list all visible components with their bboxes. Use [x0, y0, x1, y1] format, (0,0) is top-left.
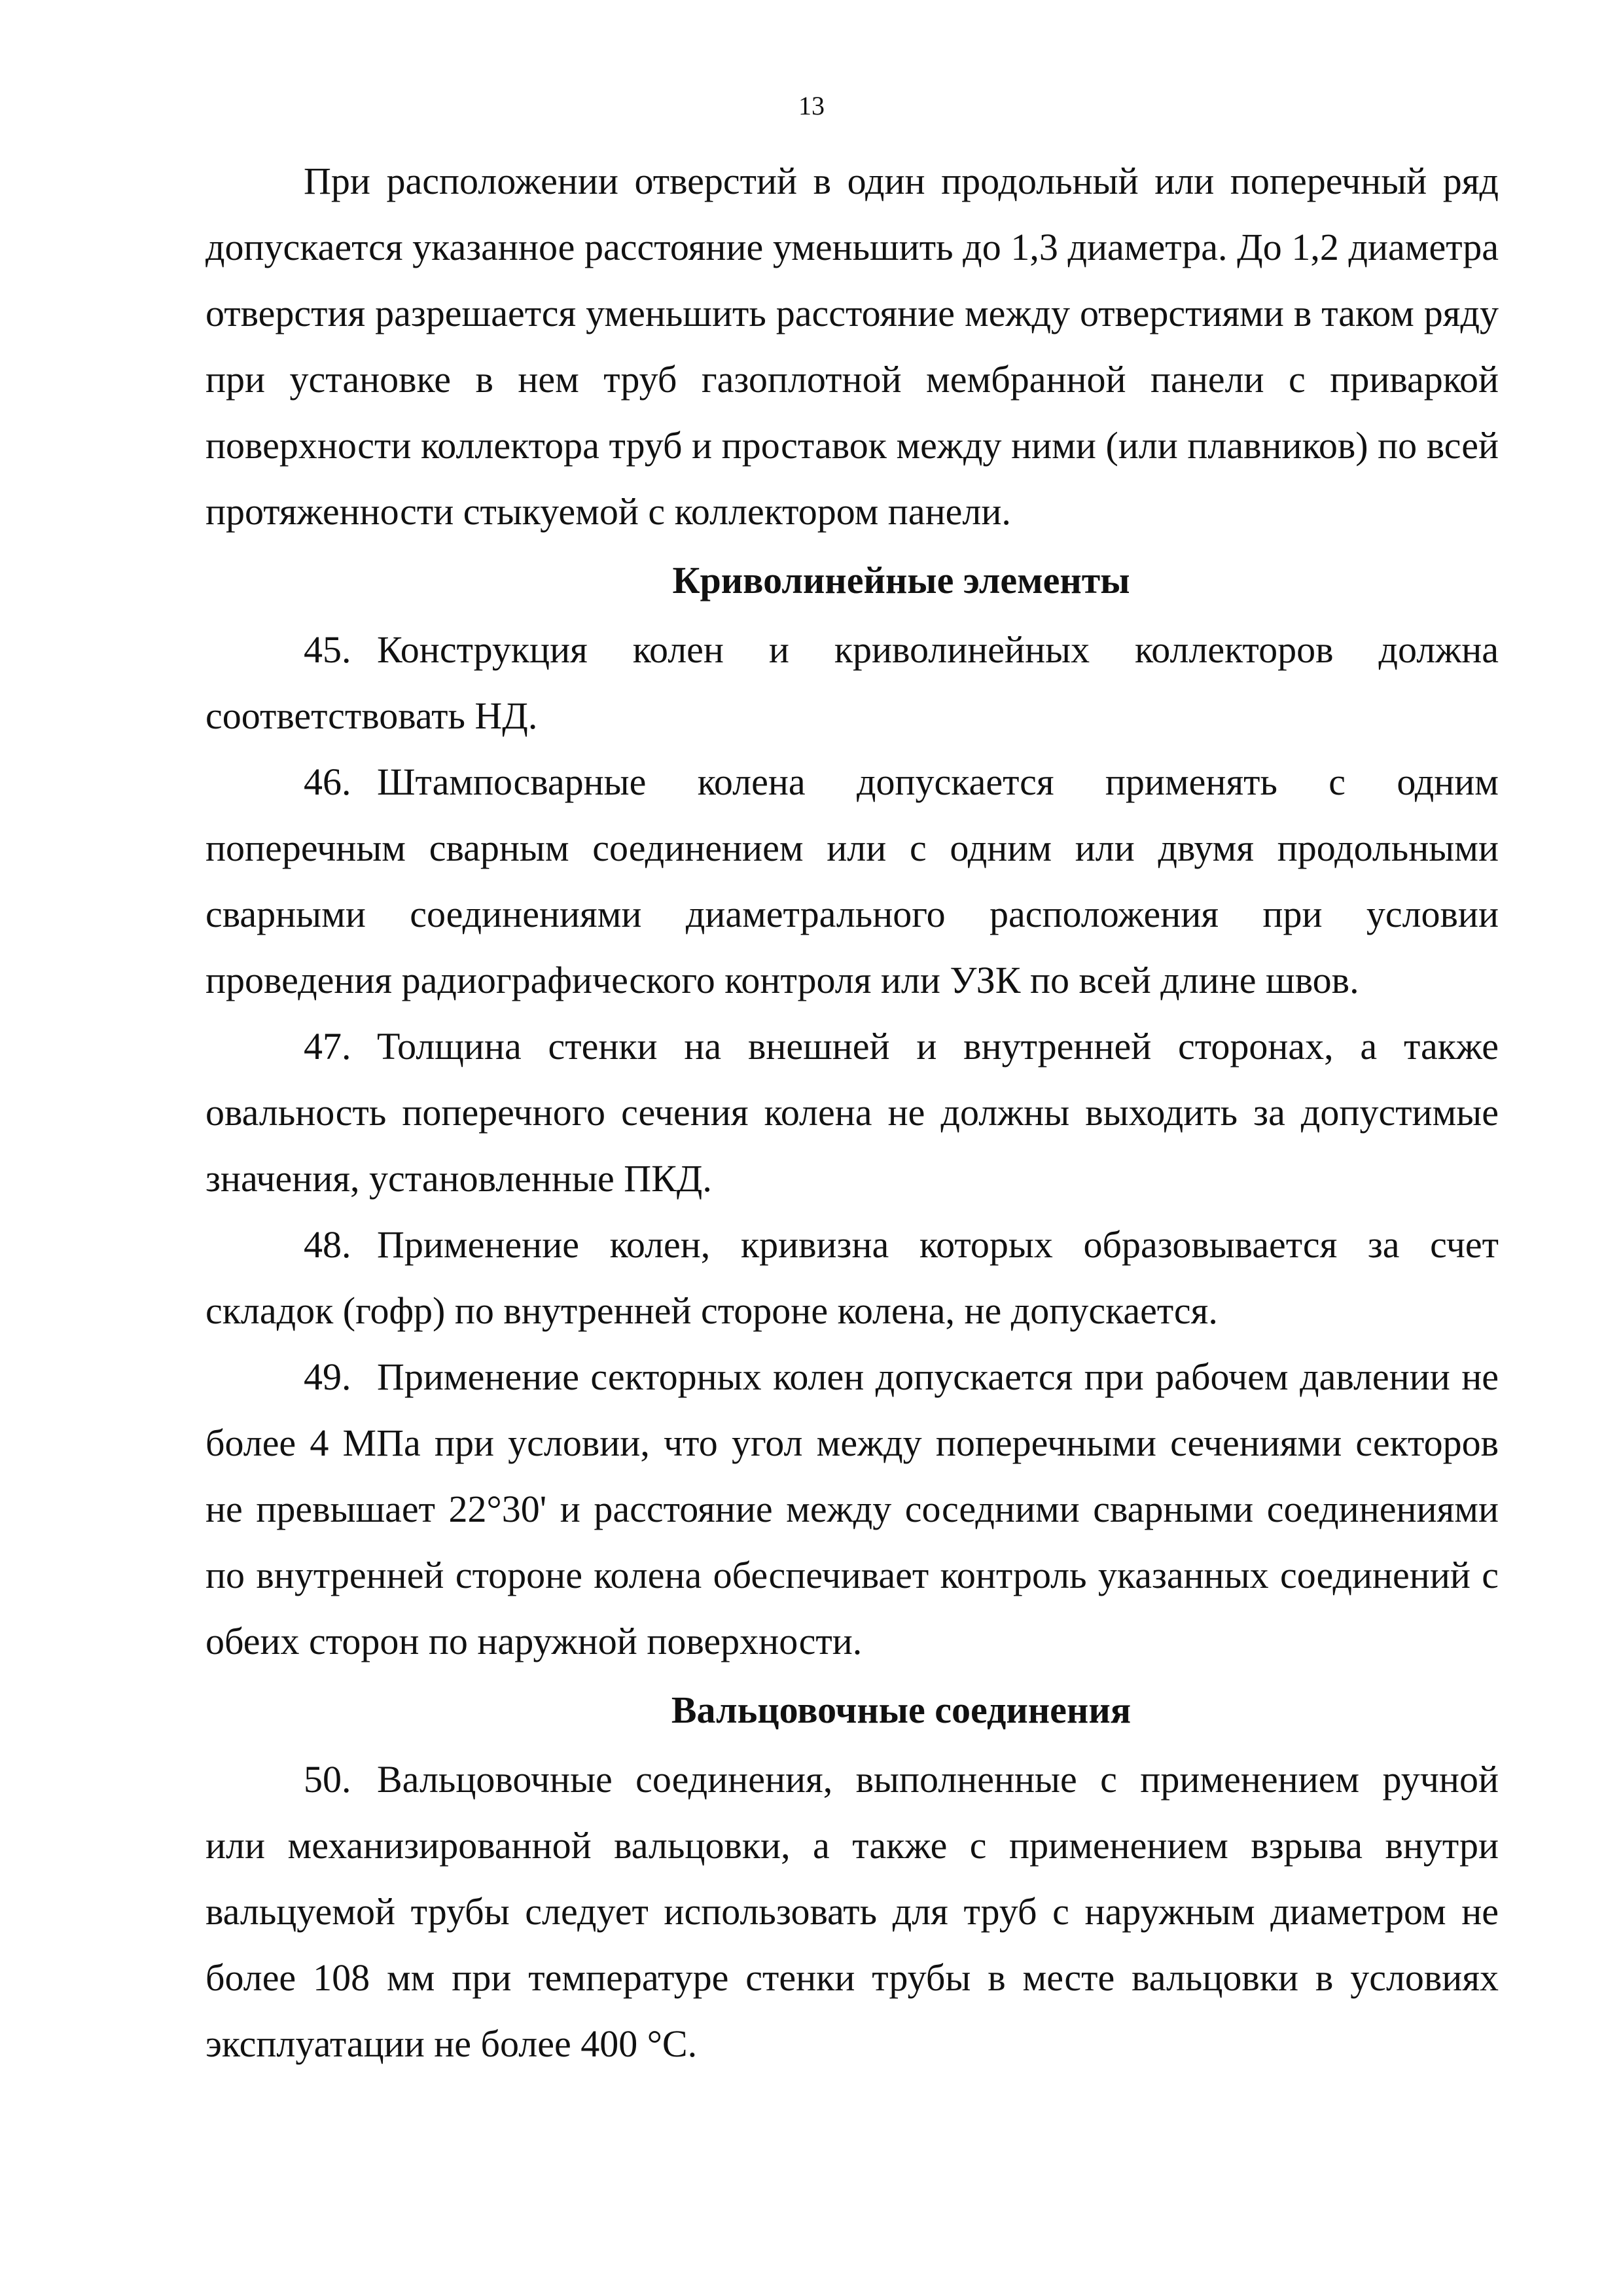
- clause-number: 47.: [304, 1025, 351, 1067]
- page-number: 13: [798, 91, 825, 120]
- clause-50: [205, 1746, 1499, 2077]
- clause-number: 48.: [304, 1223, 351, 1266]
- page-content: [205, 148, 1499, 2077]
- clause-number: 50.: [304, 1758, 351, 1801]
- clause-45: [205, 617, 1499, 749]
- clause-text: Толщина стенки на внешней и внутренней сторонах, а также овальность поперечного сечения колена не должны выходить за допустимые значения, установленные ПКД.: [205, 1025, 1499, 1200]
- clause-text: Применение колен, кривизна которых образовывается за счет складок (гофр) по внутренней стороне колена, не допускается.: [205, 1223, 1499, 1332]
- clause-49: [205, 1344, 1499, 1674]
- clause-47: [205, 1013, 1499, 1211]
- clause-number: 46.: [304, 761, 351, 803]
- clause-number: 49.: [304, 1355, 351, 1398]
- clause-text: Вальцовочные соединения, выполненные с применением ручной или механизированной вальцовки, а также с применением взрыва внутри вальцуемой трубы следует использовать для труб с наружным диаметром не более 108 мм при температуре стенки трубы в месте вальцовки в условиях эксплуатации не более 400 °С.: [205, 1758, 1499, 2065]
- clause-48: [205, 1211, 1499, 1344]
- section-heading-curvilinear: Криволинейные элементы: [672, 559, 1130, 601]
- clause-number: 45.: [304, 628, 351, 671]
- paragraph-holes-arrangement: При расположении отверстий в один продольный или поперечный ряд допускается указанное расстояние уменьшить до 1,3 диаметра. До 1,2 диаметра отверстия разрешается уменьшить расстояние между отверстиями в таком ряду при установке в нем труб газоплотной мембранной панели с приваркой поверхности коллектора труб и проставок между ними (или плавников) по всей протяженности стыкуемой с коллектором панели.: [205, 160, 1499, 533]
- clause-text: Применение секторных колен допускается при рабочем давлении не более 4 МПа при условии, что угол между поперечными сечениями секторов не превышает 22°30' и расстояние между соседними сварными соединениями по внутренней стороне колена обеспечивает контроль указанных соединений с обеих сторон по наружной поверхности.: [205, 1355, 1499, 1662]
- section-heading-rolling: Вальцовочные соединения: [671, 1689, 1132, 1731]
- clause-text: Штампосварные колена допускается применять с одним поперечным сварным соединением или с одним или двумя продольными сварными соединениями диаметрального расположения при условии проведения радиографического контроля или УЗК по всей длине швов.: [205, 761, 1499, 1001]
- clause-text: Конструкция колен и криволинейных коллекторов должна соответствовать НД.: [205, 628, 1499, 737]
- clause-46: [205, 749, 1499, 1013]
